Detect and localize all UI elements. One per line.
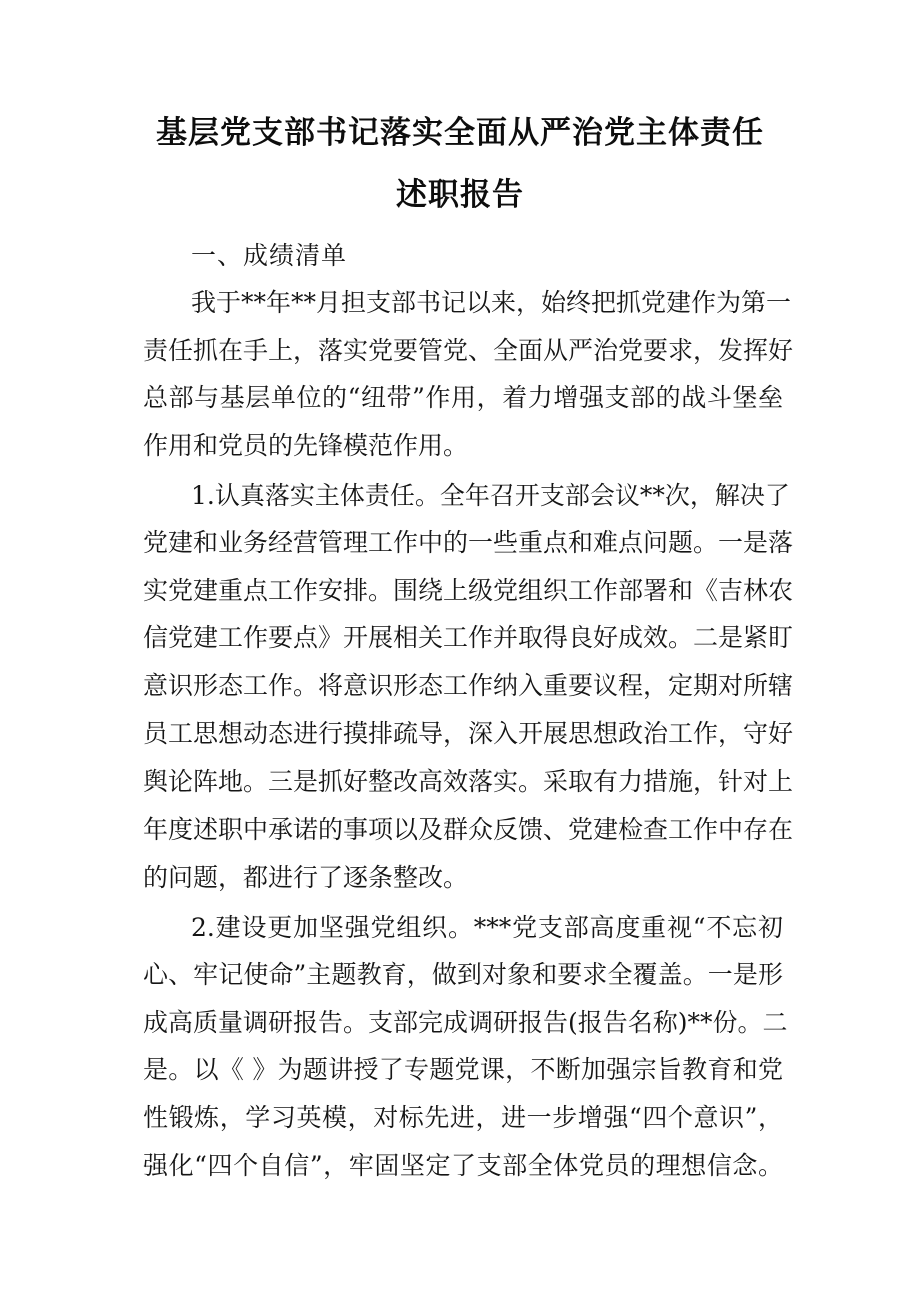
paragraph-line: 成高质量调研报告。支部完成调研报告(报告名称)**份。二 (143, 1008, 788, 1037)
paragraph-line: 1.认真落实主体责任。全年召开支部会议**次，解决了 (191, 481, 790, 510)
paragraph-line: 是。以《 》为题讲授了专题党课，不断加强宗旨教育和党 (143, 1055, 783, 1084)
paragraph-line: 我于**年**月担支部书记以来，始终把抓党建作为第一 (191, 288, 792, 317)
document-title-line-2: 述职报告 (396, 177, 524, 213)
paragraph-line: 舆论阵地。三是抓好整改高效落实。采取有力措施，针对上 (143, 767, 794, 796)
paragraph-line: 性锻炼，学习英模，对标先进，进一步增强“四个意识”， (143, 1103, 783, 1132)
paragraph-line: 党建和业务经营管理工作中的一些重点和难点问题。一是落 (143, 528, 794, 557)
paragraph-line: 员工思想动态进行摸排疏导，深入开展思想政治工作，守好 (143, 719, 794, 748)
paragraph-line: 实党建重点工作安排。围绕上级党组织工作部署和《吉林农 (143, 576, 794, 605)
paragraph-line: 责任抓在手上，落实党要管党、全面从严治党要求，发挥好 (143, 336, 794, 365)
document-body (143, 0, 794, 1302)
paragraph-line: 意识形态工作。将意识形态工作纳入重要议程，定期对所辖 (143, 671, 794, 700)
paragraph-line: 心、牢记使命”主题教育，做到对象和要求全覆盖。一是形 (143, 960, 783, 989)
document-title-line-1: 基层党支部书记落实全面从严治党主体责任 (156, 115, 764, 151)
paragraph-line: 总部与基层单位的“纽带”作用，着力增强支部的战斗堡垒 (143, 383, 783, 412)
paragraph-line: 2.建设更加坚强党组织。***党支部高度重视“不忘初 (191, 913, 783, 942)
paragraph-line: 年度述职中承诺的事项以及群众反馈、党建检查工作中存在 (143, 815, 794, 844)
paragraph-line: 作用和党员的先锋模范作用。 (143, 431, 469, 460)
paragraph-line: 的问题，都进行了逐条整改。 (143, 863, 469, 892)
paragraph-line: 强化“四个自信”，牢固坚定了支部全体党员的理想信念。 (143, 1151, 783, 1180)
section-heading: 一、成绩清单 (191, 241, 348, 270)
paragraph-line: 信党建工作要点》开展相关工作并取得良好成效。二是紧盯 (143, 623, 794, 652)
